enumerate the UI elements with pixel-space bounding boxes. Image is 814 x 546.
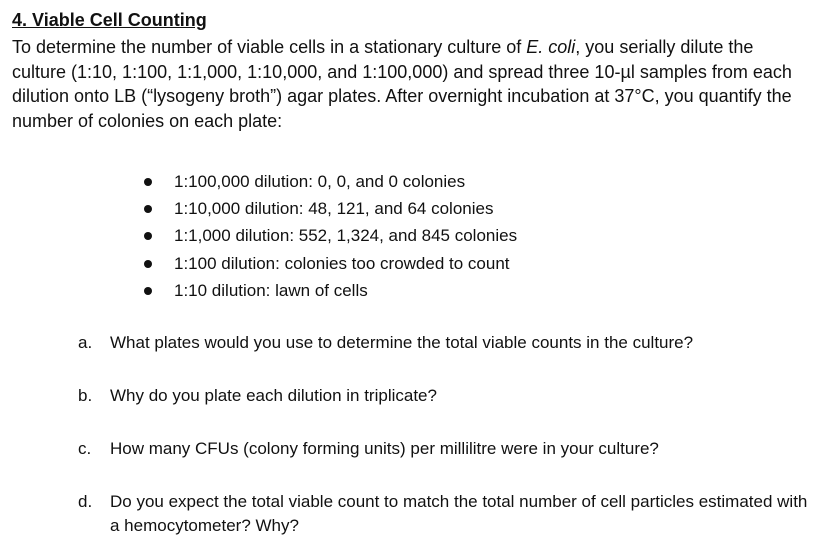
list-item-text: 1:100,000 dilution: 0, 0, and 0 colonies (174, 172, 466, 191)
question-letter: d. (78, 492, 93, 511)
question-b (78, 384, 808, 408)
list-item-text: 1:100 dilution: colonies too crowded to count (174, 253, 510, 273)
question-c (78, 437, 808, 461)
colony-count-list (140, 168, 517, 304)
bullet-icon (144, 260, 152, 268)
intro-paragraph (12, 35, 808, 133)
question-letter: a. (78, 333, 93, 352)
intro-text-start: To determine the number of viable cells in a stationary culture of (12, 37, 527, 57)
list-item-text: 1:10 dilution: lawn of cells (174, 280, 368, 300)
question-d (78, 490, 808, 538)
bullet-icon (144, 232, 152, 240)
bullet-icon (144, 178, 152, 186)
list-item (140, 250, 517, 277)
question-title: 4. Viable Cell Counting (12, 10, 207, 30)
question-a (78, 331, 808, 355)
question-letter: b. (78, 386, 93, 405)
list-item (140, 168, 517, 195)
list-item (140, 222, 517, 249)
list-item (140, 277, 517, 304)
question-text: How many CFUs (colony forming units) per millilitre were in your culture? (110, 439, 659, 458)
list-item (140, 195, 517, 222)
question-letter: c. (78, 439, 92, 458)
bullet-icon (144, 205, 152, 213)
list-item-text: 1:10,000 dilution: 48, 121, and 64 colonies (174, 199, 494, 219)
question-text: Why do you plate each dilution in triplicate? (110, 386, 437, 405)
bullet-icon (144, 287, 152, 295)
list-item-text: 1:1,000 dilution: 552, 1,324, and 845 colonies (174, 226, 518, 246)
question-text: Do you expect the total viable count to match the total number of cell particles estimated with a hemocytometer? Why? (110, 492, 808, 535)
question-text: What plates would you use to determine the total viable counts in the culture? (110, 333, 694, 352)
intro-organism-italic: E. coli (526, 37, 576, 57)
intro-text-end: , you serially dilute the culture (1:10, 1:100, 1:1,000, 1:10,000, and 1:100,000) and spread three 10-µl samples from each dilution onto LB (“lysogeny broth”) agar plates. After overnight incubation at 37°C, you quantify the number of colonies on each plate: (12, 37, 792, 131)
